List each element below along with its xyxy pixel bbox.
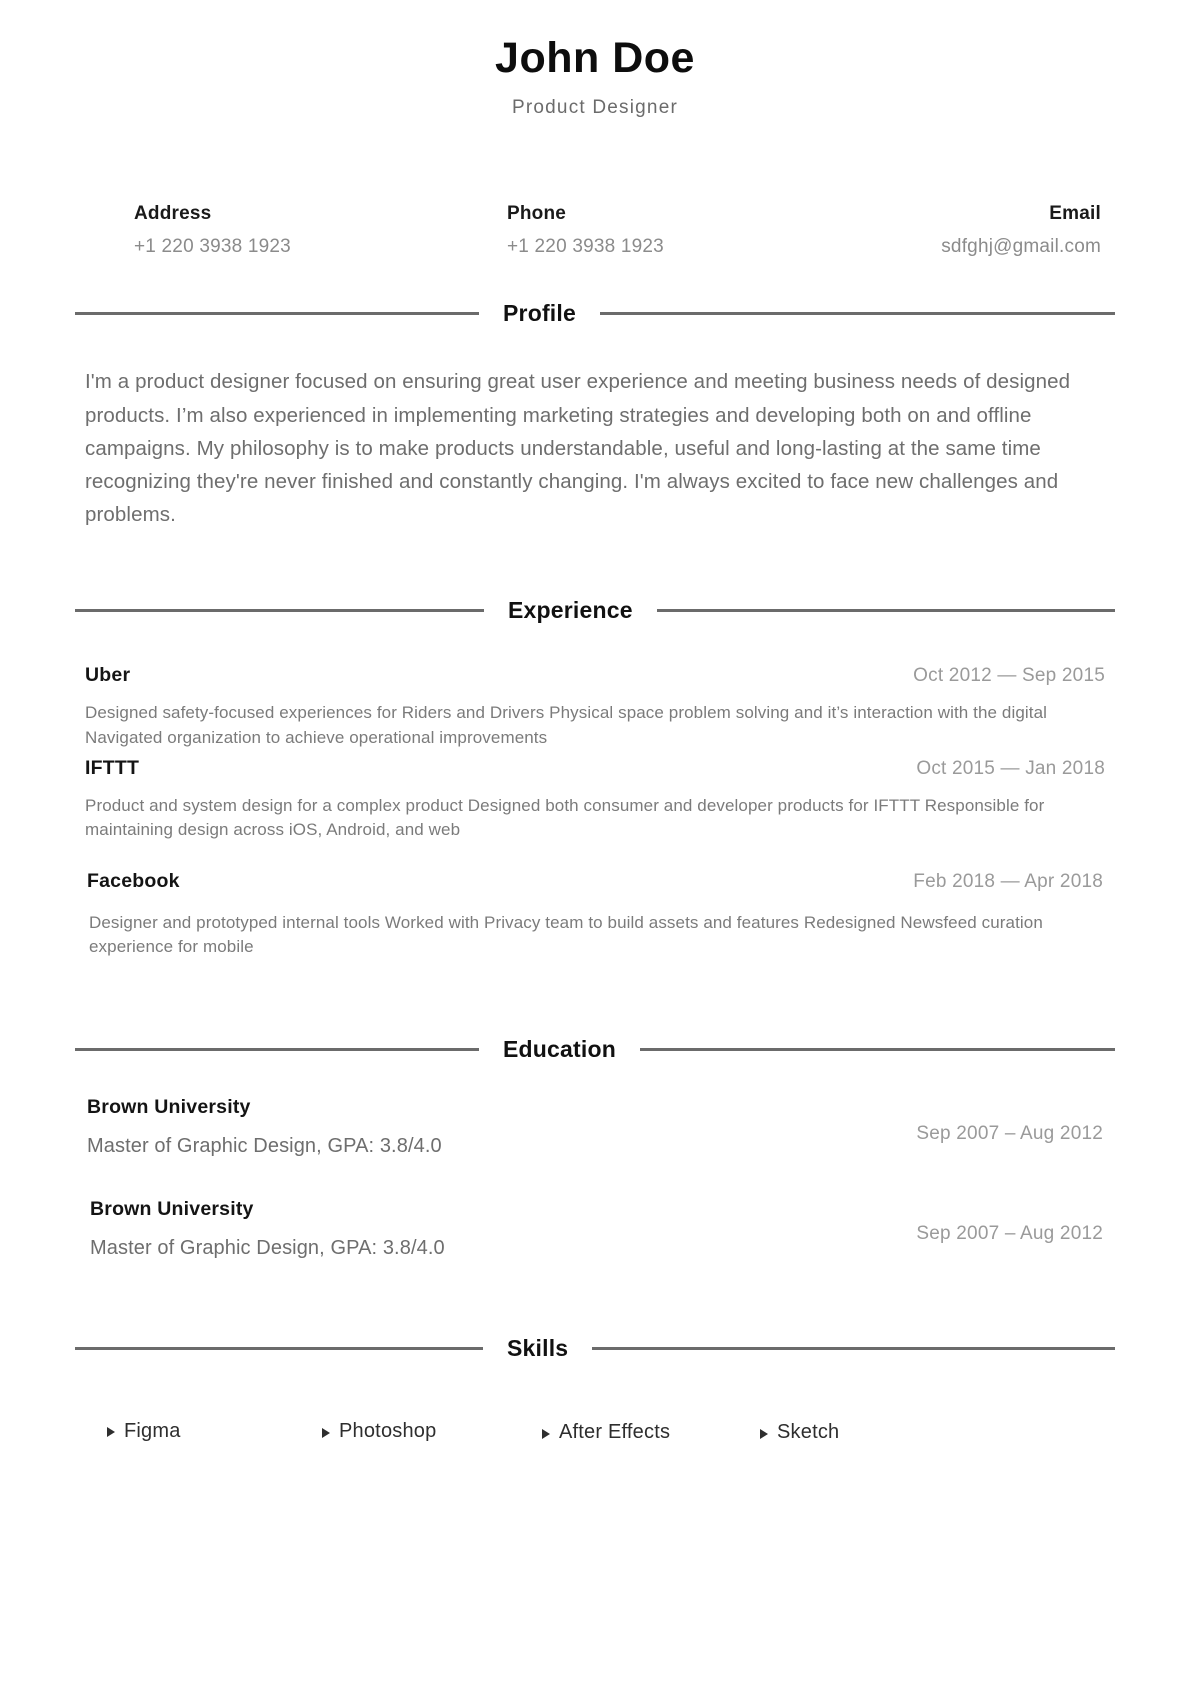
education-school: Brown University xyxy=(90,1198,254,1221)
education-degree: Master of Graphic Design, GPA: 3.8/4.0 xyxy=(87,1135,442,1158)
section-title-profile: Profile xyxy=(503,300,576,327)
education-entry-row xyxy=(90,1198,1103,1260)
experience-entry xyxy=(75,870,1115,959)
contact-email xyxy=(880,203,1115,258)
resume-header xyxy=(75,0,1115,119)
experience-company: IFTTT xyxy=(85,756,140,779)
skill-label: Sketch xyxy=(777,1421,840,1444)
education-date: Sep 2007 – Aug 2012 xyxy=(916,1123,1103,1145)
skill-item xyxy=(760,1418,839,1444)
section-header-profile xyxy=(75,300,1115,327)
skill-label: Photoshop xyxy=(339,1420,437,1443)
bullet-icon xyxy=(542,1429,550,1439)
bullet-icon xyxy=(760,1429,768,1439)
skill-item xyxy=(107,1418,322,1444)
divider-left xyxy=(75,609,484,612)
education-entry-row xyxy=(87,1096,1103,1158)
experience-entry xyxy=(75,664,1115,749)
divider-right xyxy=(640,1048,1115,1051)
section-title-experience: Experience xyxy=(508,597,633,624)
section-title-skills: Skills xyxy=(507,1335,569,1362)
section-title-education: Education xyxy=(503,1036,616,1063)
divider-right xyxy=(592,1347,1115,1350)
candidate-name: John Doe xyxy=(495,34,695,82)
section-header-skills xyxy=(75,1335,1115,1362)
experience-date: Oct 2015 — Jan 2018 xyxy=(916,757,1105,779)
education-school: Brown University xyxy=(87,1096,251,1119)
experience-entry-header xyxy=(85,757,1105,780)
phone-value: +1 220 3938 1923 xyxy=(507,236,664,258)
address-label: Address xyxy=(134,203,212,225)
email-label: Email xyxy=(1049,203,1101,225)
contact-address xyxy=(134,203,507,258)
address-value: +1 220 3938 1923 xyxy=(134,236,291,258)
divider-left xyxy=(75,1347,483,1350)
candidate-role: Product Designer xyxy=(512,97,678,119)
bullet-icon xyxy=(322,1428,330,1438)
bullet-icon xyxy=(107,1427,115,1437)
experience-company: Facebook xyxy=(87,869,180,892)
divider-left xyxy=(75,1048,479,1051)
section-header-experience xyxy=(75,597,1115,624)
experience-date: Oct 2012 — Sep 2015 xyxy=(913,665,1105,687)
education-details xyxy=(87,1096,916,1158)
section-header-education xyxy=(75,1036,1115,1063)
experience-description: Designer and prototyped internal tools Worked with Privacy team to build assets and features Redesigned Newsfeed curation experience for mobile xyxy=(89,912,1043,957)
skill-item xyxy=(322,1418,542,1444)
contact-row xyxy=(75,203,1115,258)
experience-entry-header xyxy=(87,870,1103,893)
divider-right xyxy=(600,312,1115,315)
phone-label: Phone xyxy=(507,203,567,225)
experience-entry xyxy=(75,757,1115,842)
email-value: sdfghj@gmail.com xyxy=(941,236,1101,258)
skills-list xyxy=(75,1418,1115,1444)
education-degree: Master of Graphic Design, GPA: 3.8/4.0 xyxy=(90,1237,445,1260)
education-entry xyxy=(75,1096,1115,1158)
experience-description: Product and system design for a complex product Designed both consumer and developer products for IFTTT Responsible for maintaining design across iOS, Android, and web xyxy=(85,795,1045,839)
experience-entry-header xyxy=(85,664,1105,687)
skill-label: After Effects xyxy=(559,1421,671,1444)
experience-company: Uber xyxy=(85,664,131,687)
education-details xyxy=(90,1198,916,1260)
education-entry xyxy=(75,1198,1115,1260)
skill-item xyxy=(542,1418,760,1444)
profile-text: I'm a product designer focused on ensuring great user experience and meeting business needs of designed products. I’m also experienced in implementing marketing strategies and developing both on and offline campaigns. My philosophy is to make products understandable, useful and long-lasting at the same time recognizing they're never finished and constantly changing. I'm always excited to face new challenges and problems. xyxy=(85,370,1071,527)
education-date: Sep 2007 – Aug 2012 xyxy=(916,1223,1103,1245)
skill-label: Figma xyxy=(124,1419,181,1442)
divider-left xyxy=(75,312,479,315)
experience-description: Designed safety-focused experiences for Riders and Drivers Physical space problem solving and it’s interaction with the digital Navigated organization to achieve operational improvements xyxy=(85,703,1048,747)
experience-date: Feb 2018 — Apr 2018 xyxy=(913,870,1103,892)
contact-phone xyxy=(507,203,880,258)
divider-right xyxy=(657,609,1115,612)
